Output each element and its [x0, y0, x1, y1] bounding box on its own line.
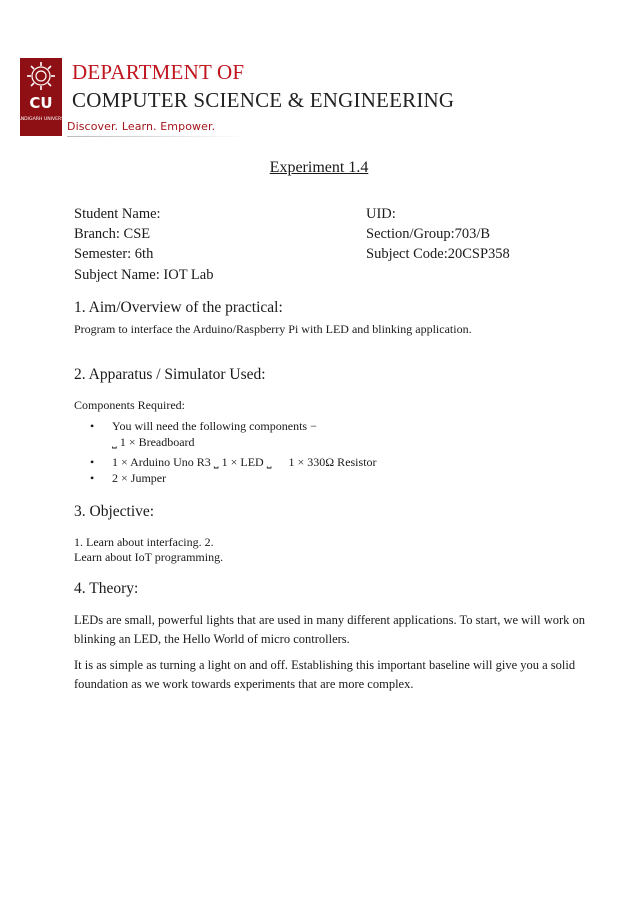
theory-paragraph-2: It is as simple as turning a light on and off. Establishing this important baseline will give you a solid foundation as we work towards experiments that are more complex. [74, 658, 576, 691]
list-item-text: 2 × Jumper [112, 471, 167, 485]
components-label: Components Required: [74, 398, 185, 412]
sub-marker-icon: ⎵ [112, 435, 117, 449]
objective-line-2: Learn about IoT programming. [74, 550, 224, 564]
bullet-icon: • [90, 471, 95, 485]
list-subitem-text: 1 × Breadboard [119, 435, 195, 449]
theory-paragraph-1: LEDs are small, powerful lights that are used in many different applications. To start, we will work on blinking an LED, the Hello World of micro controllers. [74, 613, 586, 646]
objective-heading: 3. Objective: [74, 503, 155, 520]
theory-heading: 4. Theory: [74, 580, 139, 597]
aim-heading: 1. Aim/Overview of the practical: [74, 299, 283, 316]
aim-text: Program to interface the Arduino/Raspberry Pi with LED and blinking application. [74, 322, 472, 336]
semester-label: Semester: 6th [74, 246, 154, 262]
list-item [90, 455, 377, 470]
list-item-text: 1 × 330Ω Resistor [288, 455, 377, 469]
bullet-icon: • [90, 419, 95, 433]
student-name-label: Student Name: [74, 206, 161, 222]
list-item-text: You will need the following components − [112, 419, 317, 433]
branch-label: Branch: CSE [74, 226, 151, 242]
list-item-text: 1 × Arduino Uno R3 [112, 455, 211, 469]
objective-line-1: 1. Learn about interfacing. 2. [74, 535, 214, 549]
list-item [90, 419, 317, 434]
experiment-title: Experiment 1.4 [269, 159, 369, 176]
list-subitem [112, 435, 195, 450]
logo-emblem-icon [10, 58, 72, 136]
section-label: Section/Group:703/B [366, 226, 491, 242]
subject-code-label: Subject Code:20CSP358 [366, 246, 510, 262]
header-divider [67, 136, 247, 137]
logo-text: CU [29, 94, 53, 112]
uid-label: UID: [366, 206, 396, 222]
university-logo [10, 58, 72, 136]
department-line-1: DEPARTMENT OF [72, 60, 245, 84]
list-item-text: 1 × LED [221, 455, 264, 469]
department-line-2: COMPUTER SCIENCE & ENGINEERING [72, 88, 455, 112]
list-item [90, 471, 166, 486]
sub-marker-icon: ⎵ [213, 455, 219, 469]
logo-subtext: CHANDIGARH UNIVERSITY [10, 117, 72, 122]
bullet-icon: • [90, 455, 95, 469]
subject-name-label: Subject Name: IOT Lab [74, 267, 214, 283]
sub-marker-icon: ⎵ [266, 455, 272, 469]
apparatus-heading: 2. Apparatus / Simulator Used: [74, 366, 266, 383]
tagline: Discover. Learn. Empower. [67, 120, 216, 133]
